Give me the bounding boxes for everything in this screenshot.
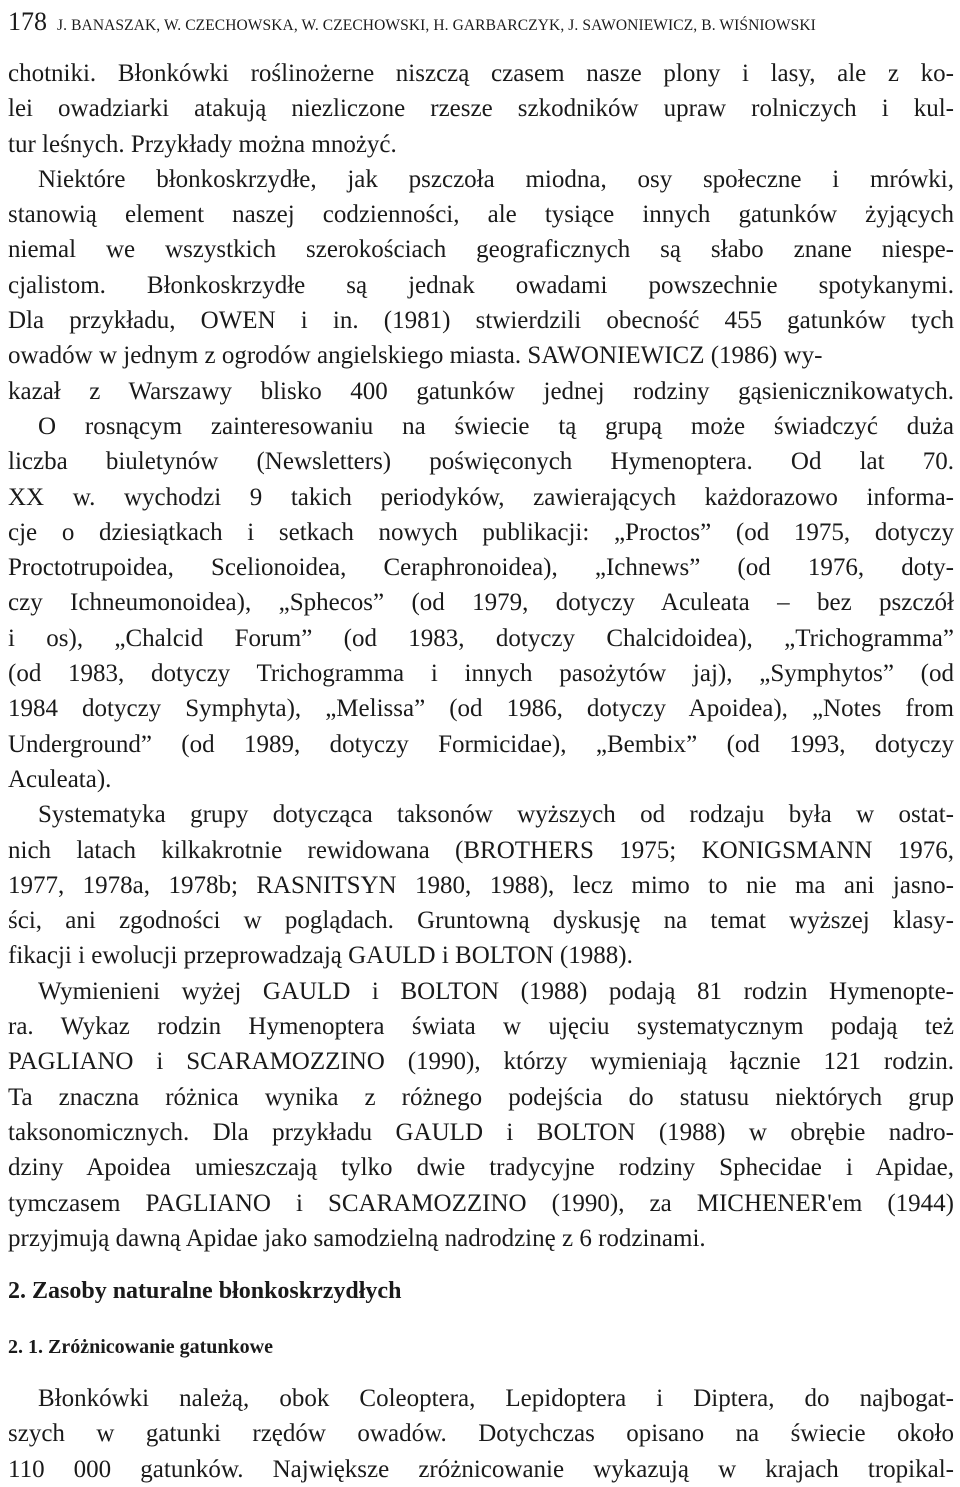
text-line: lei owadziarki atakują niezliczone rzesze szkodników upraw rolniczych i kul- — [8, 95, 954, 123]
text-line: stanowią element naszej codzienności, ale tysiące innych gatunków żyjących — [8, 201, 954, 229]
text-line: O rosnącym zainteresowaniu na świecie tą grupą może świadczyć duża — [38, 412, 954, 440]
body-text — [8, 56, 954, 1256]
text-line: tymczasem PAGLIANO i SCARAMOZZINO (1990), za MICHENER'em (1944) — [8, 1189, 954, 1217]
section-body-text — [8, 1381, 954, 1487]
text-line: fikacji i ewolucji przeprowadzają GAULD i BOLTON (1988). — [8, 942, 633, 970]
text-line: kazał z Warszawy blisko 400 gatunków jednej rodziny gąsienicznikowatych. — [8, 377, 954, 405]
text-line: Dla przykładu, OWEN i in. (1981) stwierdzili obecność 455 gatunków tych — [8, 307, 954, 335]
text-line: XX w. wychodzi 9 takich periodyków, zawierających każdorazowo informa- — [8, 483, 954, 511]
text-line: 1984 dotyczy Symphyta), „Melissa” (od 1986, dotyczy Apoidea), „Notes from — [8, 695, 954, 723]
text-line: PAGLIANO i SCARAMOZZINO (1990), którzy wymieniają łącznie 121 rodzin. — [8, 1048, 954, 1076]
text-line: cjalistom. Błonkoskrzydłe są jednak owadami powszechnie spotykanymi. — [8, 271, 954, 299]
text-line: niemal we wszystkich szerokościach geograficznych są słabo znane niespe- — [8, 236, 954, 264]
text-line: ści, ani zgodności w poglądach. Gruntowną dyskusję na temat wyższej klasy- — [8, 907, 954, 935]
text-line: chotniki. Błonkówki roślinożerne niszczą czasem nasze plony i lasy, ale z ko- — [8, 60, 954, 87]
running-header — [8, 2, 952, 42]
text-line: taksonomicznych. Dla przykładu GAULD i BOLTON (1988) w obrębie nadro- — [8, 1118, 954, 1146]
subsection-heading: 2. 1. Zróżnicowanie gatunkowe — [8, 1336, 273, 1358]
text-line: Proctotrupoidea, Scelionoidea, Ceraphronoidea), „Ichnews” (od 1976, doty- — [8, 554, 954, 582]
text-line: liczba biuletynów (Newsletters) poświęconych Hymenoptera. Od lat 70. — [8, 448, 954, 476]
text-line: tur leśnych. Przykłady można mnożyć. — [8, 130, 397, 158]
text-line: Wymienieni wyżej GAULD i BOLTON (1988) podają 81 rodzin Hymenopte- — [38, 977, 954, 1005]
text-line: owadów w jednym z ogrodów angielskiego miasta. SAWONIEWICZ (1986) wy- — [8, 342, 823, 370]
text-line: (od 1983, dotyczy Trichogramma i innych pasożytów jaj), „Symphytos” (od — [8, 660, 954, 688]
text-line: dziny Apoidea umieszczają tylko dwie tradycyjne rodziny Sphecidae i Apidae, — [8, 1154, 954, 1182]
page-number: 178 — [8, 7, 47, 36]
text-line: ra. Wykaz rodzin Hymenoptera świata w ujęciu systematycznym podają też — [8, 1013, 954, 1041]
text-line: nich latach kilkakrotnie rewidowana (BROTHERS 1975; KONIGSMANN 1976, — [8, 836, 954, 864]
text-line: Aculeata). — [8, 765, 112, 793]
text-line: szych w gatunki rzędów owadów. Dotychczas opisano na świecie około — [8, 1420, 954, 1448]
text-line: Błonkówki należą, obok Coleoptera, Lepidoptera i Diptera, do najbogat- — [38, 1385, 954, 1412]
text-line: Ta znaczna różnica wynika z różnego podejścia do statusu niektórych grup — [8, 1083, 954, 1111]
text-line: Niektóre błonkoskrzydłe, jak pszczoła miodna, osy społeczne i mrówki, — [38, 165, 954, 193]
text-line: cje o dziesiątkach i setkach nowych publikacji: „Proctos” (od 1975, dotyczy — [8, 518, 954, 546]
text-line: Underground” (od 1989, dotyczy Formicidae), „Bembix” (od 1993, dotyczy — [8, 730, 954, 758]
section-heading: 2. Zasoby naturalne błonkoskrzydłych — [8, 1278, 402, 1304]
text-line: przyjmują dawną Apidae jako samodzielną nadrodzinę z 6 rodzinami. — [8, 1224, 706, 1252]
text-line: 1977, 1978a, 1978b; RASNITSYN 1980, 1988), lecz mimo to nie ma ani jasno- — [8, 871, 954, 899]
text-line: czy Ichneumonoidea), „Sphecos” (od 1979, dotyczy Aculeata – bez pszczół — [8, 589, 954, 617]
text-line: 110 000 gatunków. Największe zróżnicowanie wykazują w krajach tropikal- — [8, 1455, 954, 1483]
header-authors: J. BANASZAK, W. CZECHOWSKA, W. CZECHOWSKI, H. GARBARCZYK, J. SAWONIEWICZ, B. WIŚNIOWSKI — [57, 17, 816, 34]
text-line: i os), „Chalcid Forum” (od 1983, dotyczy Chalcidoidea), „Trichogramma” — [8, 624, 954, 652]
text-line: Systematyka grupy dotycząca taksonów wyższych od rodzaju była w ostat- — [38, 801, 954, 829]
